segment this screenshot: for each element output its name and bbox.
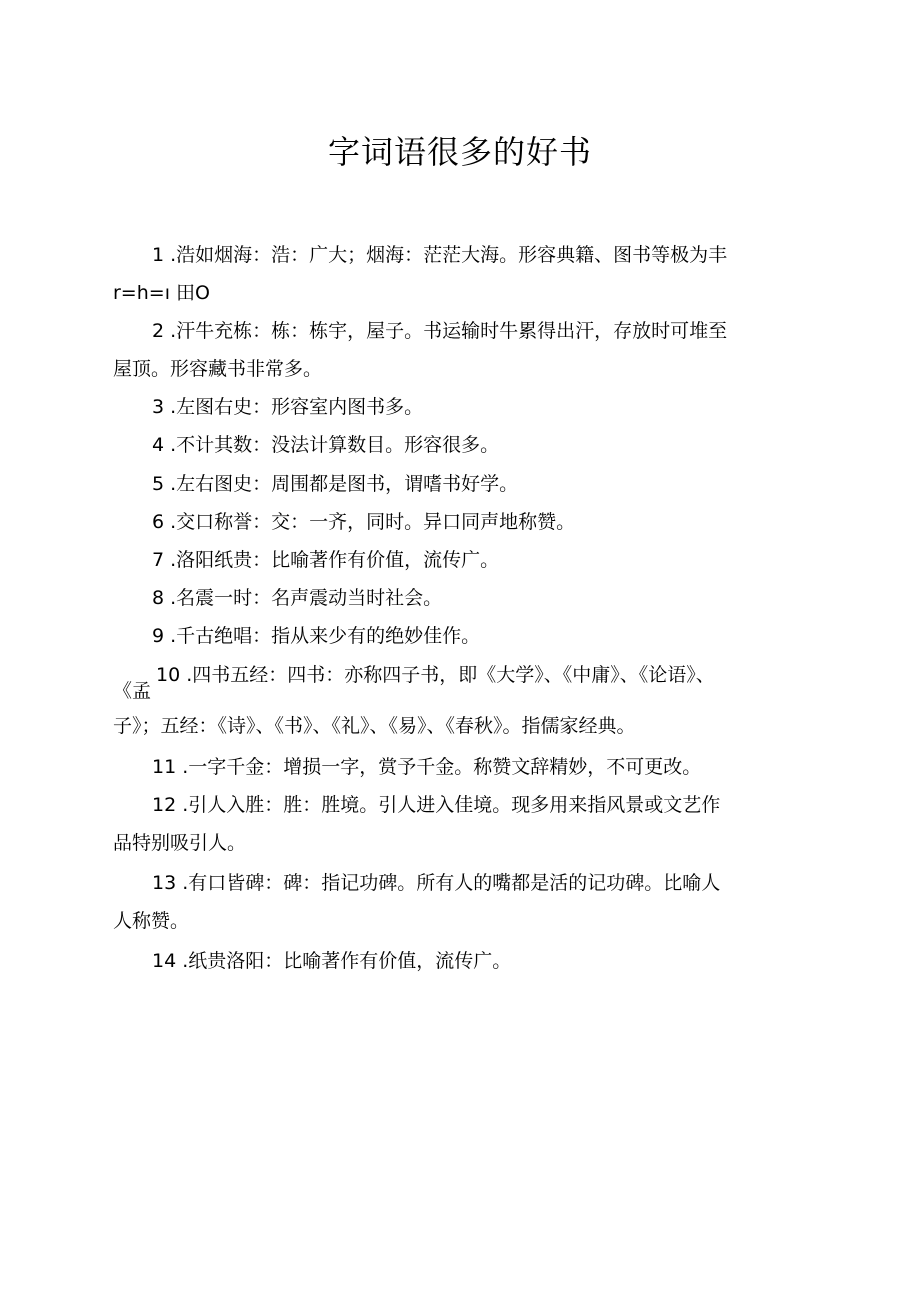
entry-2-line-2: 屋顶。形容藏书非常多。	[113, 358, 323, 380]
page-title: 字词语很多的好书	[327, 133, 592, 171]
entry-8: 8 .名震一时：名声震动当时社会。	[152, 587, 443, 609]
entry-1-line-1: 1 .浩如烟海：浩：广大；烟海：茫茫大海。形容典籍、图书等极为丰	[152, 244, 728, 266]
entry-3: 3 .左图右史：形容室内图书多。	[152, 396, 424, 418]
entry-5: 5 .左右图史：周围都是图书，谓嗜书好学。	[152, 473, 519, 495]
entry-12-line-2: 品特别吸引人。	[113, 832, 247, 854]
entry-6: 6 .交口称誉：交：一齐，同时。异口同声地称赞。	[152, 511, 576, 533]
entry-13-line-1: 13 .有口皆碑：碑：指记功碑。所有人的嘴都是活的记功碑。比喻人	[152, 872, 721, 894]
entry-9: 9 .千古绝唱：指从来少有的绝妙佳作。	[152, 625, 481, 647]
entry-12-line-1: 12 .引人入胜：胜：胜境。引人进入佳境。现多用来指风景或文艺作	[152, 794, 721, 816]
entry-14: 14 .纸贵洛阳：比喻著作有价值，流传广。	[152, 950, 512, 972]
entry-1-line-2: r=h=ı 田O	[113, 282, 210, 304]
entry-7: 7 .洛阳纸贵：比喻著作有价值，流传广。	[152, 549, 500, 571]
entry-10-line-2: 子》；五经：《诗》、《书》、《礼》、《易》、《春秋》。指儒家经典。	[113, 715, 636, 737]
entry-2-line-1: 2 .汗牛充栋：栋：栋宇，屋子。书运输时牛累得出汗，存放时可堆至	[152, 320, 728, 342]
entry-11: 11 .一字千金：增损一字，赏予千金。称赞文辞精妙，不可更改。	[152, 756, 702, 778]
entry-13-line-2: 人称赞。	[113, 910, 190, 932]
entry-10-line-1: 10 .四书五经：四书：亦称四子书，即《大学》、《中庸》、《论语》、	[156, 664, 715, 686]
entry-4: 4 .不计其数：没法计算数目。形容很多。	[152, 434, 500, 456]
entry-10-fragment: 《孟	[113, 680, 152, 702]
